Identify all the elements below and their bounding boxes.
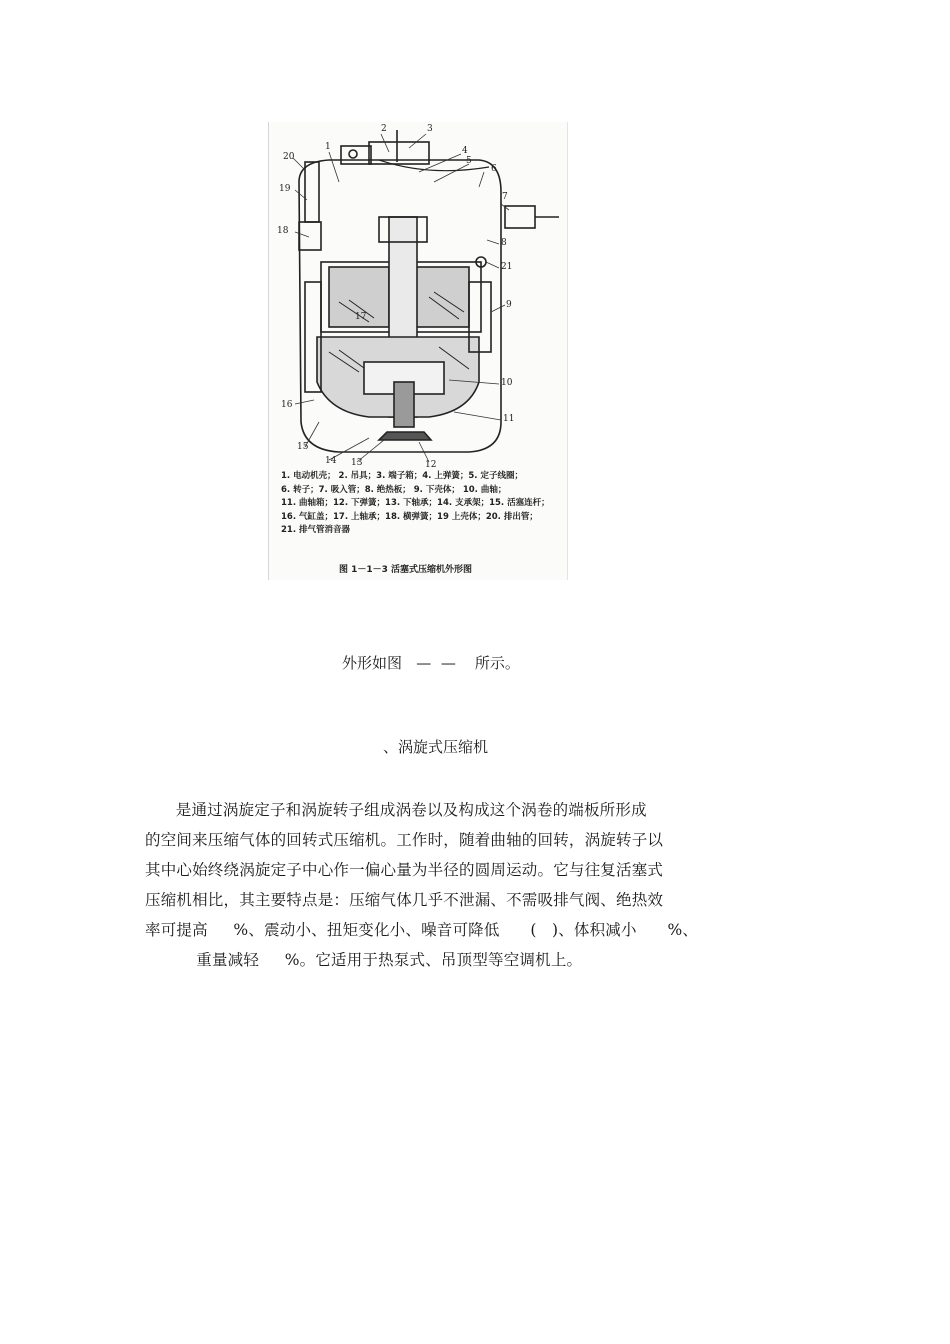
paragraph-line: 重量减轻 %。它适用于热泵式、吊顶型等空调机上。 [145, 951, 583, 969]
part-number: 13 [351, 458, 363, 468]
part-number: 18 [277, 226, 289, 236]
part-number: 12 [425, 460, 437, 470]
legend-line: 21. 排气管消音器 [281, 525, 351, 535]
part-number: 7 [502, 192, 508, 202]
part-number: 21 [501, 262, 513, 272]
part-number: 19 [279, 184, 291, 194]
part-number: 2 [381, 124, 387, 134]
part-number: 15 [297, 442, 309, 452]
part-number: 1 [325, 142, 331, 152]
part-number: 5 [466, 156, 472, 166]
part-number: 17 [355, 312, 367, 322]
section-heading: 、涡旋式压缩机 [383, 738, 489, 756]
part-number: 16 [281, 400, 293, 410]
legend-line: 11. 曲轴箱；12. 下弹簧；13. 下轴承；14. 支承架；15. 活塞连杆； [281, 498, 550, 508]
paragraph-line: 其中心始终绕涡旋定子中心作一偏心量为半径的圆周运动。它与往复活塞式 [145, 861, 664, 879]
compressor-cross-section-drawing [269, 122, 567, 467]
part-number: 4 [462, 146, 468, 156]
figure-legend [281, 470, 565, 538]
paragraph-line: 的空间来压缩气体的回转式压缩机。工作时，随着曲轴的回转，涡旋转子以 [145, 831, 664, 849]
legend-line: 1. 电动机壳； 2. 吊具；3. 端子箱；4. 上弹簧；5. 定子线圈； [281, 471, 523, 481]
figure-reference-line: 外形如图 — — 所示。 [342, 654, 520, 672]
paragraph-line: 率可提高 %、震动小、扭矩变化小、噪音可降低 ( )、体积减小 %、 [145, 921, 699, 939]
paragraph-line: 是通过涡旋定子和涡旋转子组成涡卷以及构成这个涡卷的端板所形成 [145, 801, 647, 819]
part-number: 20 [283, 152, 295, 162]
part-number: 9 [506, 300, 512, 310]
paragraph-line: 压缩机相比，其主要特点是：压缩气体几乎不泄漏、不需吸排气阀、绝热效 [145, 891, 664, 909]
legend-line: 16. 气缸盖；17. 上轴承；18. 横弹簧；19 上壳体；20. 排出管； [281, 511, 538, 522]
part-number: 8 [501, 238, 507, 248]
legend-line: 6. 转子；7. 吸入管；8. 绝热板； 9. 下壳体； 10. 曲轴； [281, 484, 507, 495]
part-number: 14 [325, 456, 337, 466]
part-number: 6 [491, 164, 497, 174]
part-number: 3 [427, 124, 433, 134]
part-number: 10 [501, 378, 513, 388]
compressor-figure [268, 122, 568, 580]
part-number: 11 [503, 414, 515, 424]
figure-caption: 图 1－1－3 活塞式压缩机外形图 [339, 565, 473, 575]
